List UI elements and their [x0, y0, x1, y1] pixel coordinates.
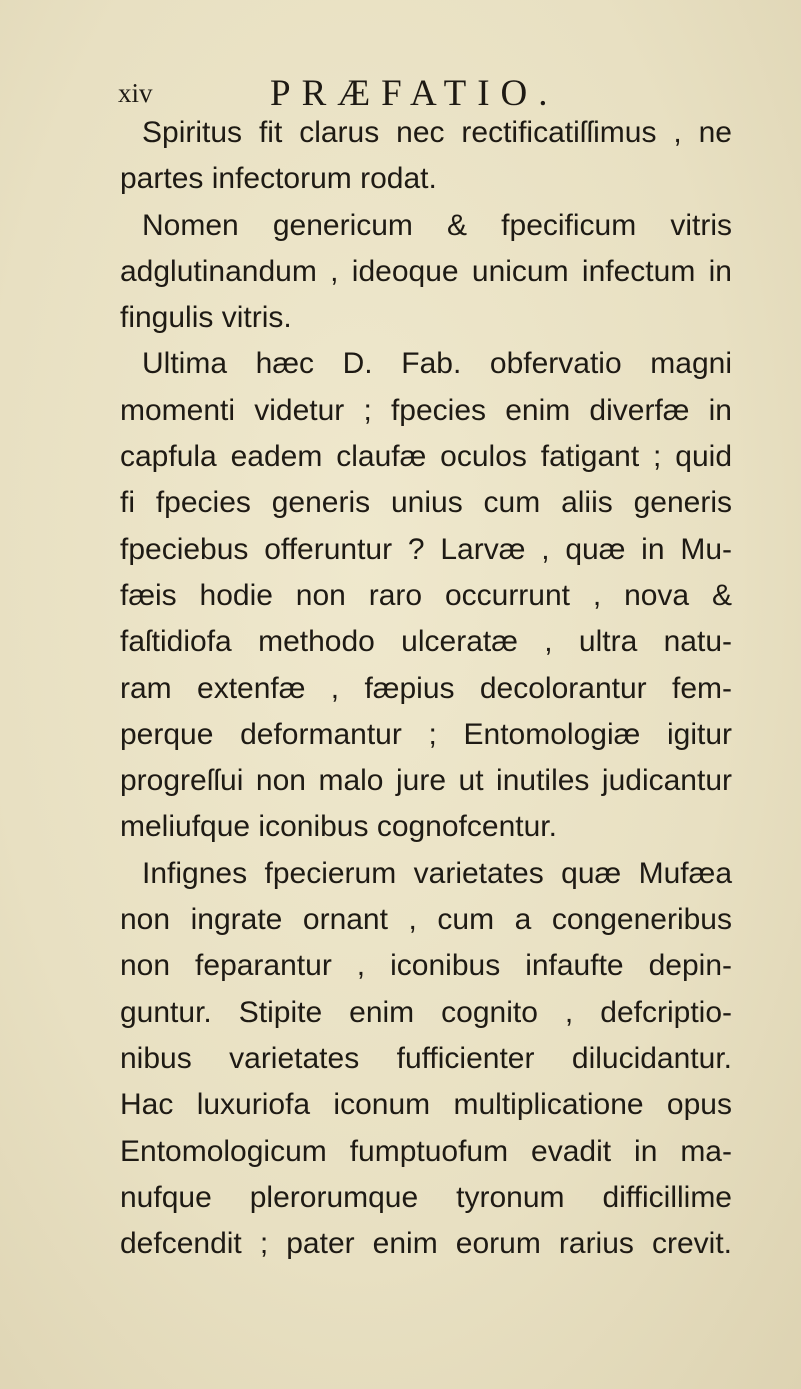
text-line: momenti videtur ; fpecies enim diverfæ in [120, 393, 732, 427]
text-line: fi fpecies generis unius cum aliis generis [120, 486, 732, 520]
body-text [120, 110, 732, 1267]
page-number: xiv [118, 78, 153, 108]
text-line: guntur. Stipite enim cognito , defcriptio- [120, 995, 732, 1029]
text-line: Hac luxuriofa iconum multiplicatione opus [120, 1088, 732, 1122]
text-line: ram extenfæ , fæpius decolorantur fem- [120, 671, 732, 705]
text-line: Nomen genericum & fpecificum vitris [142, 208, 732, 242]
text-line: adglutinandum , ideoque unicum infectum in [120, 254, 732, 288]
text-line: nufque plerorumque tyronum difficillime [120, 1180, 732, 1214]
text-line: faſtidiofa methodo ulceratæ , ultra natu- [120, 625, 732, 659]
text-line: non feparantur , iconibus infaufte depin- [120, 949, 732, 983]
paragraph-3 [120, 341, 732, 850]
text-line: Spiritus fit clarus nec rectificatiſſimus , ne [142, 116, 732, 149]
paragraph-1 [120, 110, 732, 203]
text-line: Ultima hæc D. Fab. obfervatio magni [142, 347, 732, 381]
paragraph-4 [120, 851, 732, 1268]
text-line: non ingrate ornant , cum a congeneribus [120, 903, 732, 937]
text-line: perque deformantur ; Entomologiæ igitur [120, 717, 732, 751]
text-line: partes infectorum rodat. [120, 162, 437, 196]
paragraph-2 [120, 203, 732, 342]
text-line: meliufque iconibus cognofcentur. [120, 810, 557, 844]
text-line: capfula eadem claufæ oculos fatigant ; quid [120, 440, 732, 474]
text-line: Infignes fpecierum varietates quæ Mufæa [142, 856, 732, 890]
text-line: fæis hodie non raro occurrunt , nova & [120, 578, 732, 612]
text-line: progreſſui non malo jure ut inutiles judicantur [120, 764, 732, 798]
running-title: PRÆFATIO. [270, 73, 559, 114]
text-line: fpeciebus offeruntur ? Larvæ , quæ in Mu- [120, 532, 732, 566]
text-line: fingulis vitris. [120, 301, 292, 335]
text-line: Entomologicum fumptuofum evadit in ma- [120, 1134, 732, 1168]
page-header [118, 70, 718, 114]
text-line: nibus varietates fufficienter dilucidantur. [120, 1041, 732, 1075]
text-line: defcendit ; pater enim eorum rarius crevit. [120, 1227, 732, 1261]
